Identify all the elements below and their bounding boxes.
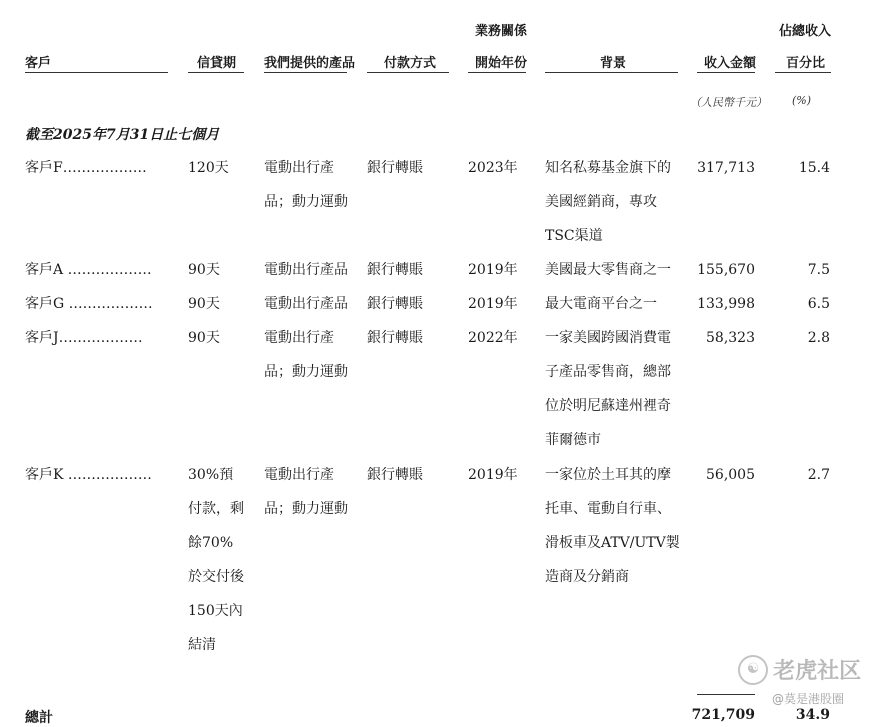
customer-name: 客戶G <box>25 296 65 312</box>
row-customer <box>25 321 143 355</box>
watermark-handle: @莫是港股圈 <box>772 692 845 706</box>
header-rule-products <box>264 72 347 73</box>
row-year: 2019年 <box>468 467 518 483</box>
header-rule-payment <box>367 72 449 73</box>
row-customer <box>25 151 147 185</box>
revenue-unit: （人民幣千元） <box>690 96 767 109</box>
row-product: 電動出行產品 <box>264 262 348 278</box>
row-product: 電動出行產品；動力運動 <box>264 467 348 517</box>
row-revenue: 56,005 <box>706 467 755 483</box>
row-revenue: 133,998 <box>697 296 755 312</box>
header-pct-top: 佔總收入 <box>779 24 832 39</box>
row-credit: 30%預付款，剩餘70%於交付後150天內結清 <box>188 467 244 653</box>
row-pct: 2.7 <box>807 467 830 483</box>
row-credit: 90天 <box>188 262 220 278</box>
section-title: 截至2025年7月31日止七個月 <box>25 127 220 143</box>
row-customer <box>25 287 153 321</box>
header-revenue: 收入金額 <box>704 56 757 71</box>
row-revenue: 155,670 <box>697 262 755 278</box>
customer-name: 客戶A <box>25 262 64 278</box>
header-credit-period: 信貸期 <box>197 56 237 71</box>
row-revenue: 58,323 <box>706 330 755 346</box>
row-payment: 銀行轉賬 <box>367 330 423 346</box>
row-payment: 銀行轉賬 <box>367 262 423 278</box>
row-background: 美國最大零售商之一 <box>545 262 671 278</box>
leader-dots: ……………… <box>64 296 153 312</box>
header-background: 背景 <box>600 56 627 71</box>
row-pct: 15.4 <box>798 160 830 176</box>
row-payment: 銀行轉賬 <box>367 296 423 312</box>
row-product: 電動出行產品；動力運動 <box>264 330 348 380</box>
row-revenue: 317,713 <box>697 160 755 176</box>
header-rule-pct <box>775 72 831 73</box>
header-products: 我們提供的產品 <box>264 56 356 71</box>
row-background: 一家美國跨國消費電子產品零售商，總部位於明尼蘇達州裡奇菲爾德市 <box>545 330 671 448</box>
total-label: 總計 <box>25 710 53 726</box>
header-rule-credit <box>188 72 244 73</box>
watermark <box>738 654 861 685</box>
header-rule-revenue <box>697 72 755 73</box>
row-payment: 銀行轉賬 <box>367 467 423 483</box>
header-rule-background <box>545 72 678 73</box>
row-customer <box>25 458 152 492</box>
row-customer <box>25 253 152 287</box>
row-year: 2022年 <box>468 330 518 346</box>
row-product <box>264 151 350 219</box>
row-pct: 6.5 <box>807 296 830 312</box>
header-rule-year <box>468 72 526 73</box>
row-background: 最大電商平台之一 <box>545 296 657 312</box>
leader-dots: ……………… <box>63 467 152 483</box>
total-pct: 34.9 <box>795 707 830 723</box>
row-background: 一家位於土耳其的摩托車、電動自行車、滑板車及ATV/UTV製造商及分銷商 <box>545 467 680 585</box>
customer-name: 客戶K <box>25 467 64 483</box>
row-pct: 2.8 <box>807 330 830 346</box>
product-text: 電動出行產品；動力運動 <box>264 160 348 210</box>
total-rule-revenue <box>697 694 755 695</box>
row-credit: 120天 <box>188 160 229 176</box>
leader-dots: ……………… <box>58 330 143 346</box>
tiger-logo-icon: ☯ <box>738 655 768 685</box>
row-background: 知名私募基金旗下的美國經銷商，專攻TSC渠道 <box>545 160 671 244</box>
watermark-brand: 老虎社区 <box>773 659 862 684</box>
row-year: 2023年 <box>468 160 518 176</box>
customer-name: 客戶F <box>25 160 63 176</box>
leader-dots: ……………… <box>62 160 147 176</box>
row-product: 電動出行產品 <box>264 296 348 312</box>
header-start-year-bottom: 開始年份 <box>475 56 528 71</box>
row-payment: 銀行轉賬 <box>367 160 423 176</box>
total-revenue: 721,709 <box>691 707 755 723</box>
header-customer: 客戶 <box>25 56 52 71</box>
total-row <box>0 707 877 726</box>
customer-name: 客戶J <box>25 330 59 346</box>
row-pct: 7.5 <box>807 262 830 278</box>
header-rule-customer <box>25 72 168 73</box>
header-start-year-top: 業務關係 <box>475 24 528 39</box>
header-pct-bottom: 百分比 <box>786 56 826 71</box>
row-credit: 90天 <box>188 330 220 346</box>
row-credit: 90天 <box>188 296 220 312</box>
leader-dots: ……………… <box>63 262 152 278</box>
row-year: 2019年 <box>468 262 518 278</box>
pct-unit: (%) <box>792 94 812 107</box>
header-payment: 付款方式 <box>384 56 437 71</box>
row-year: 2019年 <box>468 296 518 312</box>
